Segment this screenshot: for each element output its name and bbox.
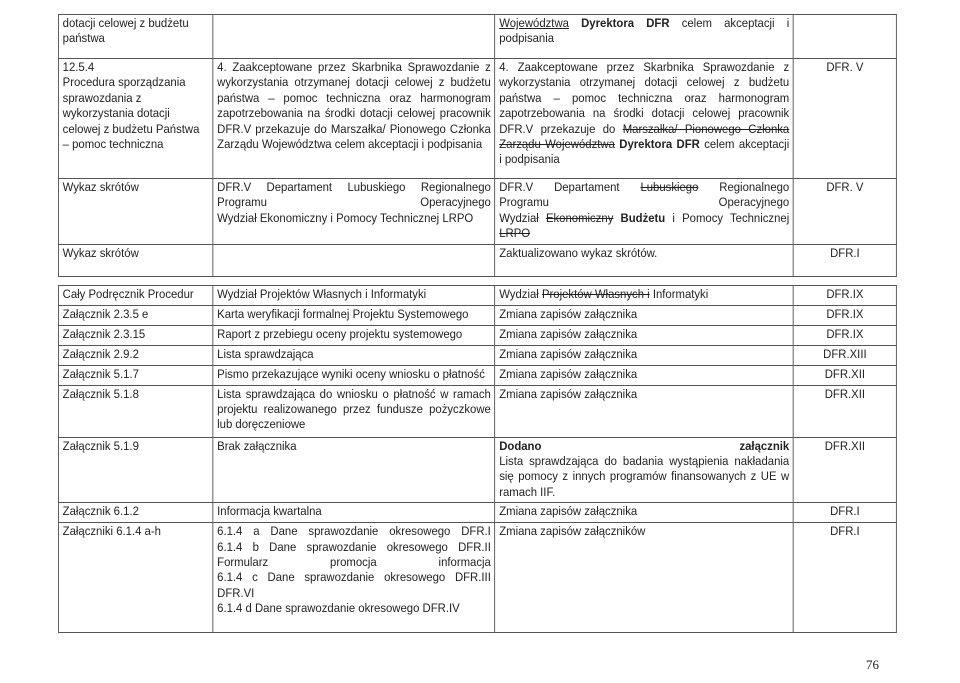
responsible-unit-cell <box>793 179 896 245</box>
text-fragment: Lista sprawdzająca do badania wystąpienia nakładania <box>499 454 790 469</box>
previous-text-cell <box>213 59 495 179</box>
new-text-line <box>499 16 789 31</box>
text-fragment: Programu Operacyjnego <box>499 195 790 210</box>
table-row <box>58 305 896 325</box>
new-text-line <box>499 246 789 261</box>
previous-text-line: Lista sprawdzająca <box>217 346 314 361</box>
text-fragment: Wydział <box>499 210 546 225</box>
inserted-text: Budżetu <box>620 210 666 225</box>
new-text-line <box>499 137 789 152</box>
section-cell <box>58 285 212 305</box>
new-text-line <box>499 180 789 195</box>
responsible-unit: DFR.XII <box>824 438 866 453</box>
previous-text-line: lub doręczeniowe <box>217 417 306 432</box>
text-fragment: zapotrzebowania na środki dotacji celowej pracownik <box>499 106 790 121</box>
previous-text-line: Formularz promocja informacja <box>217 555 491 570</box>
table-row <box>58 15 896 59</box>
new-text-cell <box>495 325 793 345</box>
new-text-line <box>499 226 789 241</box>
text-fragment: celem akceptacji i <box>669 16 790 30</box>
section-cell <box>58 437 212 503</box>
section-line: Procedura sporządzania <box>62 75 186 90</box>
section-cell <box>58 325 212 345</box>
text-fragment: wykorzystania otrzymanej dotacji celowej z budżetu <box>499 75 790 90</box>
table-row <box>58 179 896 245</box>
section-line: Wykaz skrótów <box>62 180 139 194</box>
text-fragment <box>569 16 581 30</box>
previous-text-line: Karta weryfikacji formalnej Projektu Systemowego <box>217 306 469 321</box>
previous-text-line: Raport z przebiegu oceny projektu systemowego <box>217 326 463 341</box>
new-text-line <box>499 485 789 500</box>
text-fragment: 4. Zaakceptowane przez Skarbnika Sprawozdanie z <box>499 60 790 74</box>
new-text-line <box>499 439 789 454</box>
section-line: Załącznik 6.1.2 <box>62 504 139 519</box>
previous-text-cell <box>213 325 495 345</box>
previous-text-cell <box>213 503 495 523</box>
responsible-unit: DFR.XIII <box>823 346 867 361</box>
text-fragment: Zaktualizowano wykaz skrótów. <box>499 245 658 260</box>
new-text-cell <box>495 244 793 276</box>
text-fragment: Informatyki <box>649 286 709 301</box>
table-row <box>58 523 896 633</box>
changes-table <box>58 14 897 633</box>
section-cell <box>58 345 212 365</box>
new-text-line <box>499 327 789 342</box>
previous-text-cell <box>213 15 495 59</box>
new-text-line <box>499 91 789 106</box>
previous-text-cell <box>213 365 495 385</box>
new-text-cell <box>495 437 793 503</box>
responsible-unit-cell <box>793 523 896 633</box>
changes-table-body <box>58 15 896 633</box>
section-cell <box>58 385 212 437</box>
new-text-line <box>499 387 789 402</box>
new-text-line <box>499 307 789 322</box>
previous-text-line: Lista sprawdzająca do wniosku o płatność w ramach <box>217 386 491 401</box>
responsible-unit: DFR.I <box>830 524 860 539</box>
text-fragment: DFR.V Departament <box>499 180 641 194</box>
previous-text-line: Wydział Ekonomiczny i Pomocy Technicznej LRPO <box>217 210 474 225</box>
previous-text-cell <box>213 285 495 305</box>
responsible-unit-cell <box>793 503 896 523</box>
previous-text-cell <box>213 345 495 365</box>
deleted-text: Lubuskiego <box>640 180 699 194</box>
table-row <box>58 437 896 503</box>
deleted-text: Zarządu Województwa <box>499 137 615 152</box>
text-fragment: Zmiana zapisów załącznika <box>499 366 638 381</box>
section-cell <box>58 503 212 523</box>
section-cell <box>58 59 212 179</box>
text-fragment: państwa – pomoc techniczna oraz harmonogram <box>499 90 790 105</box>
text-fragment: Województwa <box>499 16 569 30</box>
previous-text-line: Pismo przekazujące wyniki oceny wniosku o płatność <box>217 366 485 381</box>
previous-text-line: 6.1.4 d Dane sprawozdanie okresowego DFR.IV <box>217 601 460 616</box>
responsible-unit: DFR.I <box>830 504 860 519</box>
previous-text-line: projektu realizowanego przez fundusze pożyczkowe <box>217 402 491 417</box>
table-gap <box>58 276 896 285</box>
text-fragment: się pomocy z innych programów finansowanych z UE w <box>499 469 790 484</box>
inserted-text: Dyrektora DFR <box>581 16 670 30</box>
text-fragment: Zmiana zapisów załącznika <box>499 346 638 361</box>
new-text-cell <box>495 385 793 437</box>
table-row <box>58 385 896 437</box>
previous-text-line: Zarządu Województwa celem akceptacji i podpisania <box>217 137 483 152</box>
table-row <box>58 285 896 305</box>
text-fragment: podpisania <box>499 31 555 46</box>
text-fragment: Zmiana zapisów załączników <box>499 524 646 539</box>
responsible-unit: DFR.IX <box>826 326 864 341</box>
previous-text-line: państwa – pomoc techniczna oraz harmonogram <box>217 90 491 105</box>
previous-text-line: 6.1.4 b Dane sprawozdanie okresowego DFR.II <box>217 539 491 554</box>
new-text-line <box>499 122 789 137</box>
section-line: 12.5.4 <box>62 60 95 74</box>
responsible-unit-cell <box>793 437 896 503</box>
section-cell <box>58 365 212 385</box>
previous-text-line: 6.1.4 a Dane sprawozdanie okresowego DFR.I <box>217 524 491 539</box>
previous-text-line: DFR.V przekazuje do Marszałka/ Pionowego Członka <box>217 121 491 136</box>
responsible-unit-cell <box>793 244 896 276</box>
text-fragment <box>613 211 620 225</box>
text-fragment: i Pomocy Technicznej <box>665 210 790 225</box>
text-fragment: Zmiana zapisów załącznika <box>499 326 638 341</box>
previous-text-line: Wydział Projektów Własnych i Informatyki <box>217 286 427 301</box>
responsible-unit-cell <box>793 305 896 325</box>
section-line: Cały Podręcznik Procedur <box>62 286 194 301</box>
previous-text-cell <box>213 437 495 503</box>
section-line: Załącznik 5.1.7 <box>62 366 139 381</box>
previous-text-line: zapotrzebowania na środki dotacji celowej pracownik <box>217 106 491 121</box>
section-line: Załącznik 2.9.2 <box>62 346 139 361</box>
new-text-line <box>499 454 789 469</box>
previous-text-line: Informacja kwartalna <box>217 504 322 519</box>
section-line: sprawozdania z <box>62 90 142 105</box>
new-text-cell <box>495 179 793 245</box>
previous-text-line: Programu Operacyjnego <box>217 195 491 210</box>
responsible-unit-cell <box>793 325 896 345</box>
responsible-unit-cell <box>793 15 896 59</box>
text-fragment: celem akceptacji <box>699 137 790 152</box>
previous-text-cell <box>213 244 495 276</box>
responsible-unit: DFR.IX <box>826 286 864 301</box>
section-line: wykorzystania dotacji <box>62 106 170 121</box>
section-line: Załącznik 5.1.9 <box>62 438 139 453</box>
new-text-cell <box>495 503 793 523</box>
previous-text-line: DFR.VI <box>217 585 255 600</box>
previous-text-cell <box>213 179 495 245</box>
text-fragment: ramach IIF. <box>499 484 556 499</box>
section-line: dotacji celowej z budżetu <box>62 16 189 30</box>
previous-text-line: Brak załącznika <box>217 438 297 453</box>
section-line: Załączniki 6.1.4 a-h <box>62 524 161 539</box>
responsible-unit-cell <box>793 345 896 365</box>
inserted-text: Dyrektora DFR <box>619 137 700 152</box>
table-row <box>58 345 896 365</box>
text-fragment: Zmiana zapisów załącznika <box>499 386 638 401</box>
deleted-text: Projektów Własnych i <box>541 286 650 301</box>
text-fragment: i podpisania <box>499 152 560 167</box>
new-text-line <box>499 469 789 484</box>
text-fragment: Zmiana zapisów załącznika <box>499 306 638 321</box>
section-cell <box>58 523 212 633</box>
previous-text-cell <box>213 385 495 437</box>
new-text-cell <box>495 15 793 59</box>
new-text-line <box>499 524 789 539</box>
responsible-unit-cell <box>793 59 896 179</box>
section-line: celowej z budżetu Państwa <box>62 121 200 136</box>
text-fragment: DFR.V przekazuje do <box>499 121 623 136</box>
responsible-unit: DFR. V <box>826 180 864 194</box>
inserted-text: Dodano załącznik <box>499 438 790 453</box>
new-text-line <box>499 504 789 519</box>
new-text-cell <box>495 345 793 365</box>
section-line: Wykaz skrótów <box>62 245 139 260</box>
section-line: Załącznik 2.3.5 e <box>62 306 149 321</box>
new-text-cell <box>495 523 793 633</box>
responsible-unit: DFR.XII <box>824 386 866 401</box>
new-text-line <box>499 60 789 75</box>
previous-text-line: wykorzystania otrzymanej dotacji celowej z budżetu <box>217 75 491 90</box>
responsible-unit: DFR.XII <box>824 366 866 381</box>
table-row <box>58 325 896 345</box>
responsible-unit: DFR.IX <box>826 306 864 321</box>
new-text-cell <box>495 59 793 179</box>
deleted-text: Ekonomiczny <box>545 210 614 225</box>
previous-text-cell <box>213 305 495 325</box>
new-text-line <box>499 106 789 121</box>
previous-text-cell <box>213 523 495 633</box>
new-text-line <box>499 31 789 46</box>
new-text-cell <box>495 305 793 325</box>
section-line: Załącznik 2.3.15 <box>62 326 146 341</box>
new-text-line <box>499 75 789 90</box>
previous-text-line: 4. Zaakceptowane przez Skarbnika Sprawozdanie z <box>217 60 491 74</box>
table-row <box>58 244 896 276</box>
table-row <box>58 365 896 385</box>
section-line: Załącznik 5.1.8 <box>62 386 139 401</box>
text-fragment: Zmiana zapisów załącznika <box>499 504 638 519</box>
section-line: państwa <box>62 31 105 46</box>
responsible-unit-cell <box>793 385 896 437</box>
deleted-text: Marszałka/ Pionowego Członka <box>622 121 790 136</box>
section-line: – pomoc techniczna <box>62 137 164 152</box>
section-cell <box>58 244 212 276</box>
section-cell <box>58 15 212 59</box>
responsible-unit-cell <box>793 285 896 305</box>
new-text-cell <box>495 365 793 385</box>
previous-text-line: 6.1.4 c Dane sprawozdanie okresowego DFR.III <box>217 570 491 585</box>
text-fragment: Wydział <box>499 286 542 301</box>
responsible-unit: DFR. V <box>826 60 864 74</box>
text-fragment: Regionalnego <box>698 180 790 194</box>
page-number: 76 <box>866 657 879 672</box>
new-text-line <box>499 287 789 302</box>
new-text-line <box>499 347 789 362</box>
new-text-line <box>499 195 789 210</box>
responsible-unit: DFR.I <box>830 245 860 260</box>
previous-text-line: DFR.V Departament Lubuskiego Regionalnego <box>217 180 491 194</box>
new-text-line <box>499 152 789 167</box>
responsible-unit-cell <box>793 365 896 385</box>
table-row <box>58 59 896 179</box>
new-text-line <box>499 367 789 382</box>
section-cell <box>58 305 212 325</box>
new-text-cell <box>495 285 793 305</box>
table-row <box>58 503 896 523</box>
section-cell <box>58 179 212 245</box>
deleted-text: LRPO <box>499 226 531 241</box>
new-text-line <box>499 211 789 226</box>
